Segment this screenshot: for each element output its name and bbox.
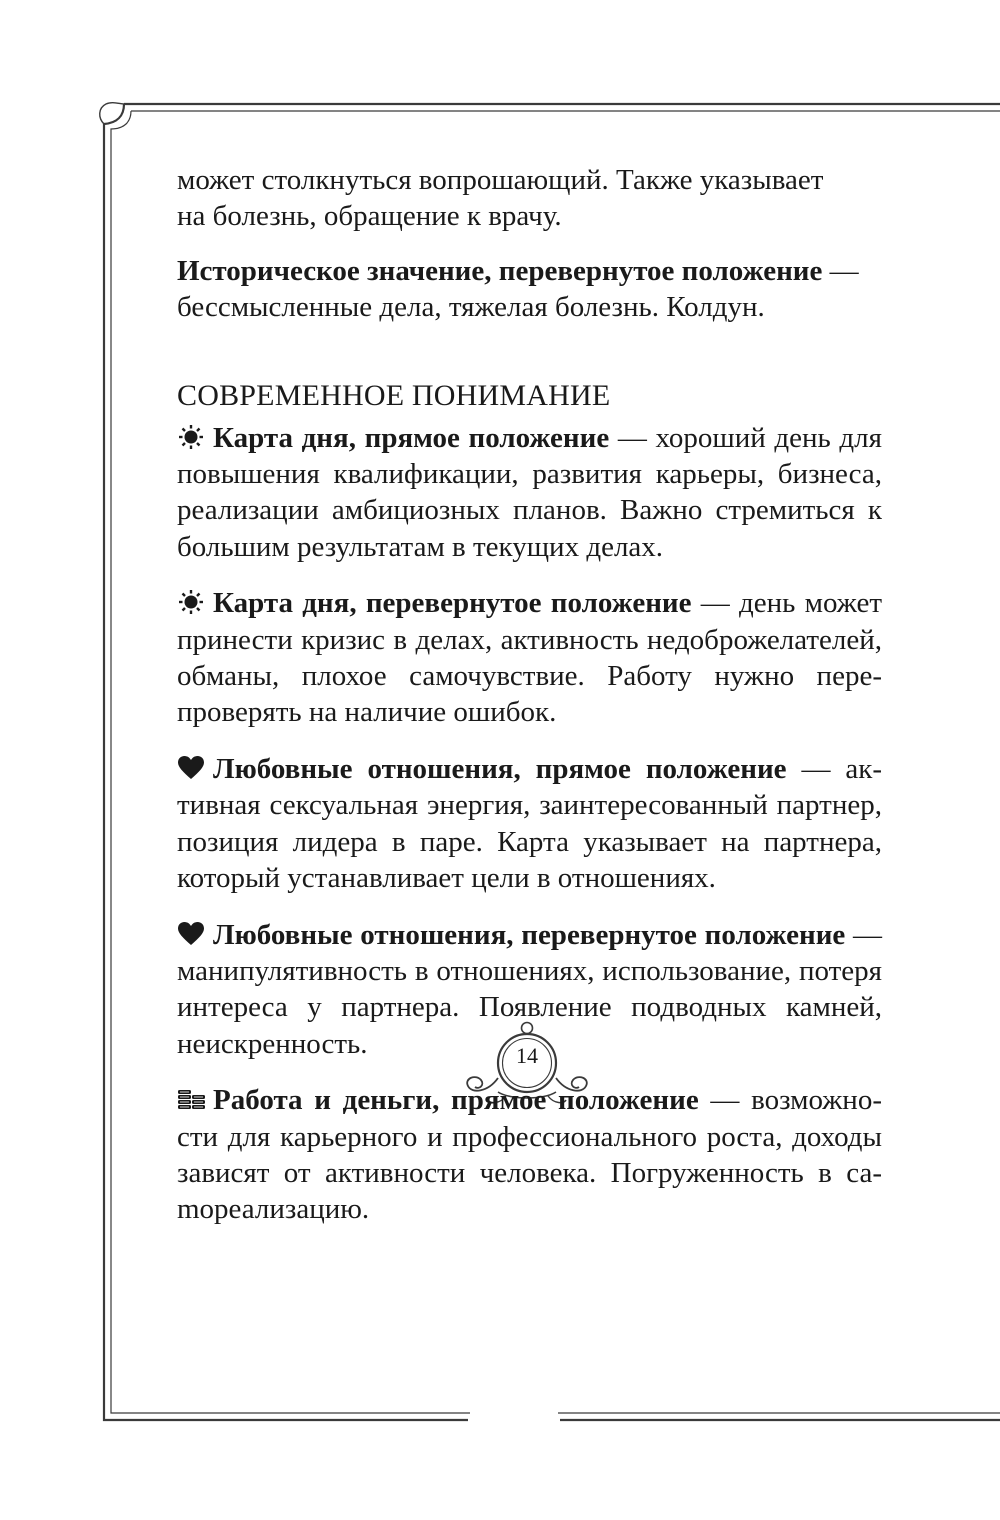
entry-day-reversed — [177, 585, 882, 731]
historic-text: бессмысленные дела, тяжелая болезнь. Колдун. — [177, 291, 765, 324]
entry-text: — манипулятивность в отношениях, использование, потеря интереса у партнера. Появление подводных камней, неискренность. — [177, 918, 882, 1060]
entry-label: Карта дня, перевернутое положение — [213, 587, 692, 620]
intro-paragraph — [177, 162, 882, 235]
historic-paragraph — [177, 253, 882, 326]
entry-label: Карта дня, прямое положение — [213, 421, 610, 454]
entry-love-reversed — [177, 917, 882, 1063]
entry-day-upright — [177, 420, 882, 566]
heart-icon — [177, 755, 207, 781]
entry-work-upright — [177, 1082, 882, 1228]
intro-line-1: может столкнуться вопрошающий. Также указывает — [177, 164, 824, 196]
entry-label: Любовные отношения, перевернутое положение — [213, 918, 846, 951]
sun-icon — [177, 589, 207, 615]
page-number: 14 — [516, 1043, 538, 1068]
entry-text: — возможности для карьерного и профессионального роста, доходы зависят от активности человека. Погруженность в саmореализацию. — [177, 1084, 882, 1226]
page-body — [177, 162, 882, 1248]
section-title: СОВРЕМЕННОЕ ПОНИМАНИЕ — [177, 378, 611, 412]
entry-text: — активная сексуальная энергия, заинтересованный партнер, позиция лидера в паре. Карта указывает на партнера, который устанавливает цели в отношениях. — [177, 752, 882, 895]
historic-label: Историческое значение, перевернутое положение — [177, 254, 823, 287]
coins-icon — [177, 1086, 207, 1112]
heart-icon — [177, 921, 207, 947]
sun-icon — [177, 424, 207, 450]
entry-love-upright — [177, 751, 882, 897]
intro-line-2: на болезнь, обращение к врачу. — [177, 200, 562, 233]
entry-text: — день может принести кризис в делах, активность недоброжелателей, обманы, плохое самочувствие. Работу нужно перепроверять на наличие ошибок. — [177, 587, 882, 729]
entry-label: Любовные отношения, прямое положение — [213, 752, 787, 785]
entry-text: — хороший день для повышения квалификации, развития карьеры, бизнеса, реализации амбициозных планов. Важно стремиться к большим результатам в текущих делах. — [177, 421, 882, 563]
historic-dash: — — [822, 254, 859, 287]
entry-label: Работа и деньги, прямое положение — [213, 1084, 699, 1117]
